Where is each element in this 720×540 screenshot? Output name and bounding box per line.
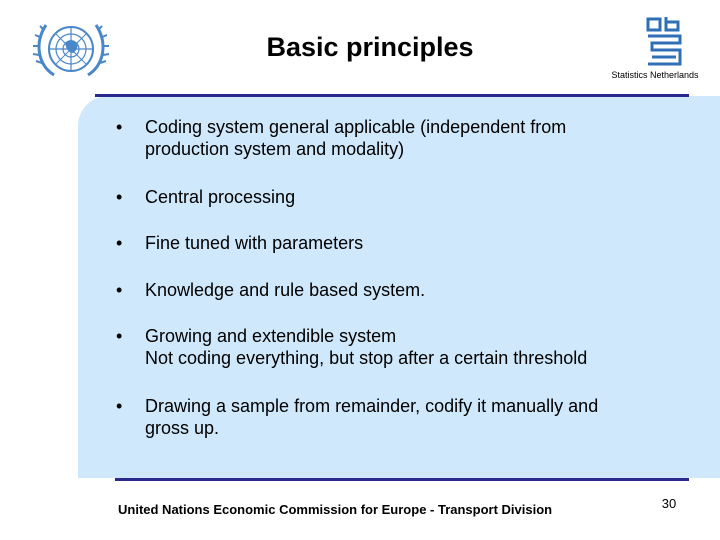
bullet-marker: • xyxy=(116,187,123,207)
bullet-marker: • xyxy=(116,117,123,137)
bullet-marker: • xyxy=(116,396,123,416)
bullet-text: Not coding everything, but stop after a certain threshold xyxy=(145,348,588,368)
bullet-marker: • xyxy=(116,326,123,346)
bullet-text: Drawing a sample from remainder, codify it manually and xyxy=(145,396,599,416)
bullet-item xyxy=(116,186,696,208)
bullet-text: Coding system general applicable (independent from xyxy=(145,117,567,137)
bullet-item xyxy=(116,232,696,254)
bullet-item xyxy=(116,325,696,369)
bottom-divider xyxy=(115,478,689,481)
bullet-item xyxy=(116,395,696,439)
bullet-text: Fine tuned with parameters xyxy=(145,233,364,253)
bullet-marker: • xyxy=(116,280,123,300)
page-number: 30 xyxy=(661,496,677,511)
bullet-list xyxy=(116,116,696,439)
bullet-text: Knowledge and rule based system. xyxy=(145,280,426,300)
slide-title: Basic principles xyxy=(266,32,474,62)
bullet-item xyxy=(116,279,696,301)
organization-caption: Statistics Netherlands xyxy=(611,70,699,80)
bullet-text: Growing and extendible system xyxy=(145,326,397,346)
bullet-text: gross up. xyxy=(145,418,220,438)
united-nations-emblem-icon xyxy=(32,13,110,83)
bullet-text: production system and modality) xyxy=(145,139,405,159)
bullet-text: Central processing xyxy=(145,187,296,207)
footer-text: United Nations Economic Commission for Europe - Transport Division xyxy=(118,502,553,517)
top-divider xyxy=(95,94,689,97)
bullet-item xyxy=(116,116,696,160)
bullet-marker: • xyxy=(116,233,123,253)
cbs-logo-icon xyxy=(646,16,686,68)
